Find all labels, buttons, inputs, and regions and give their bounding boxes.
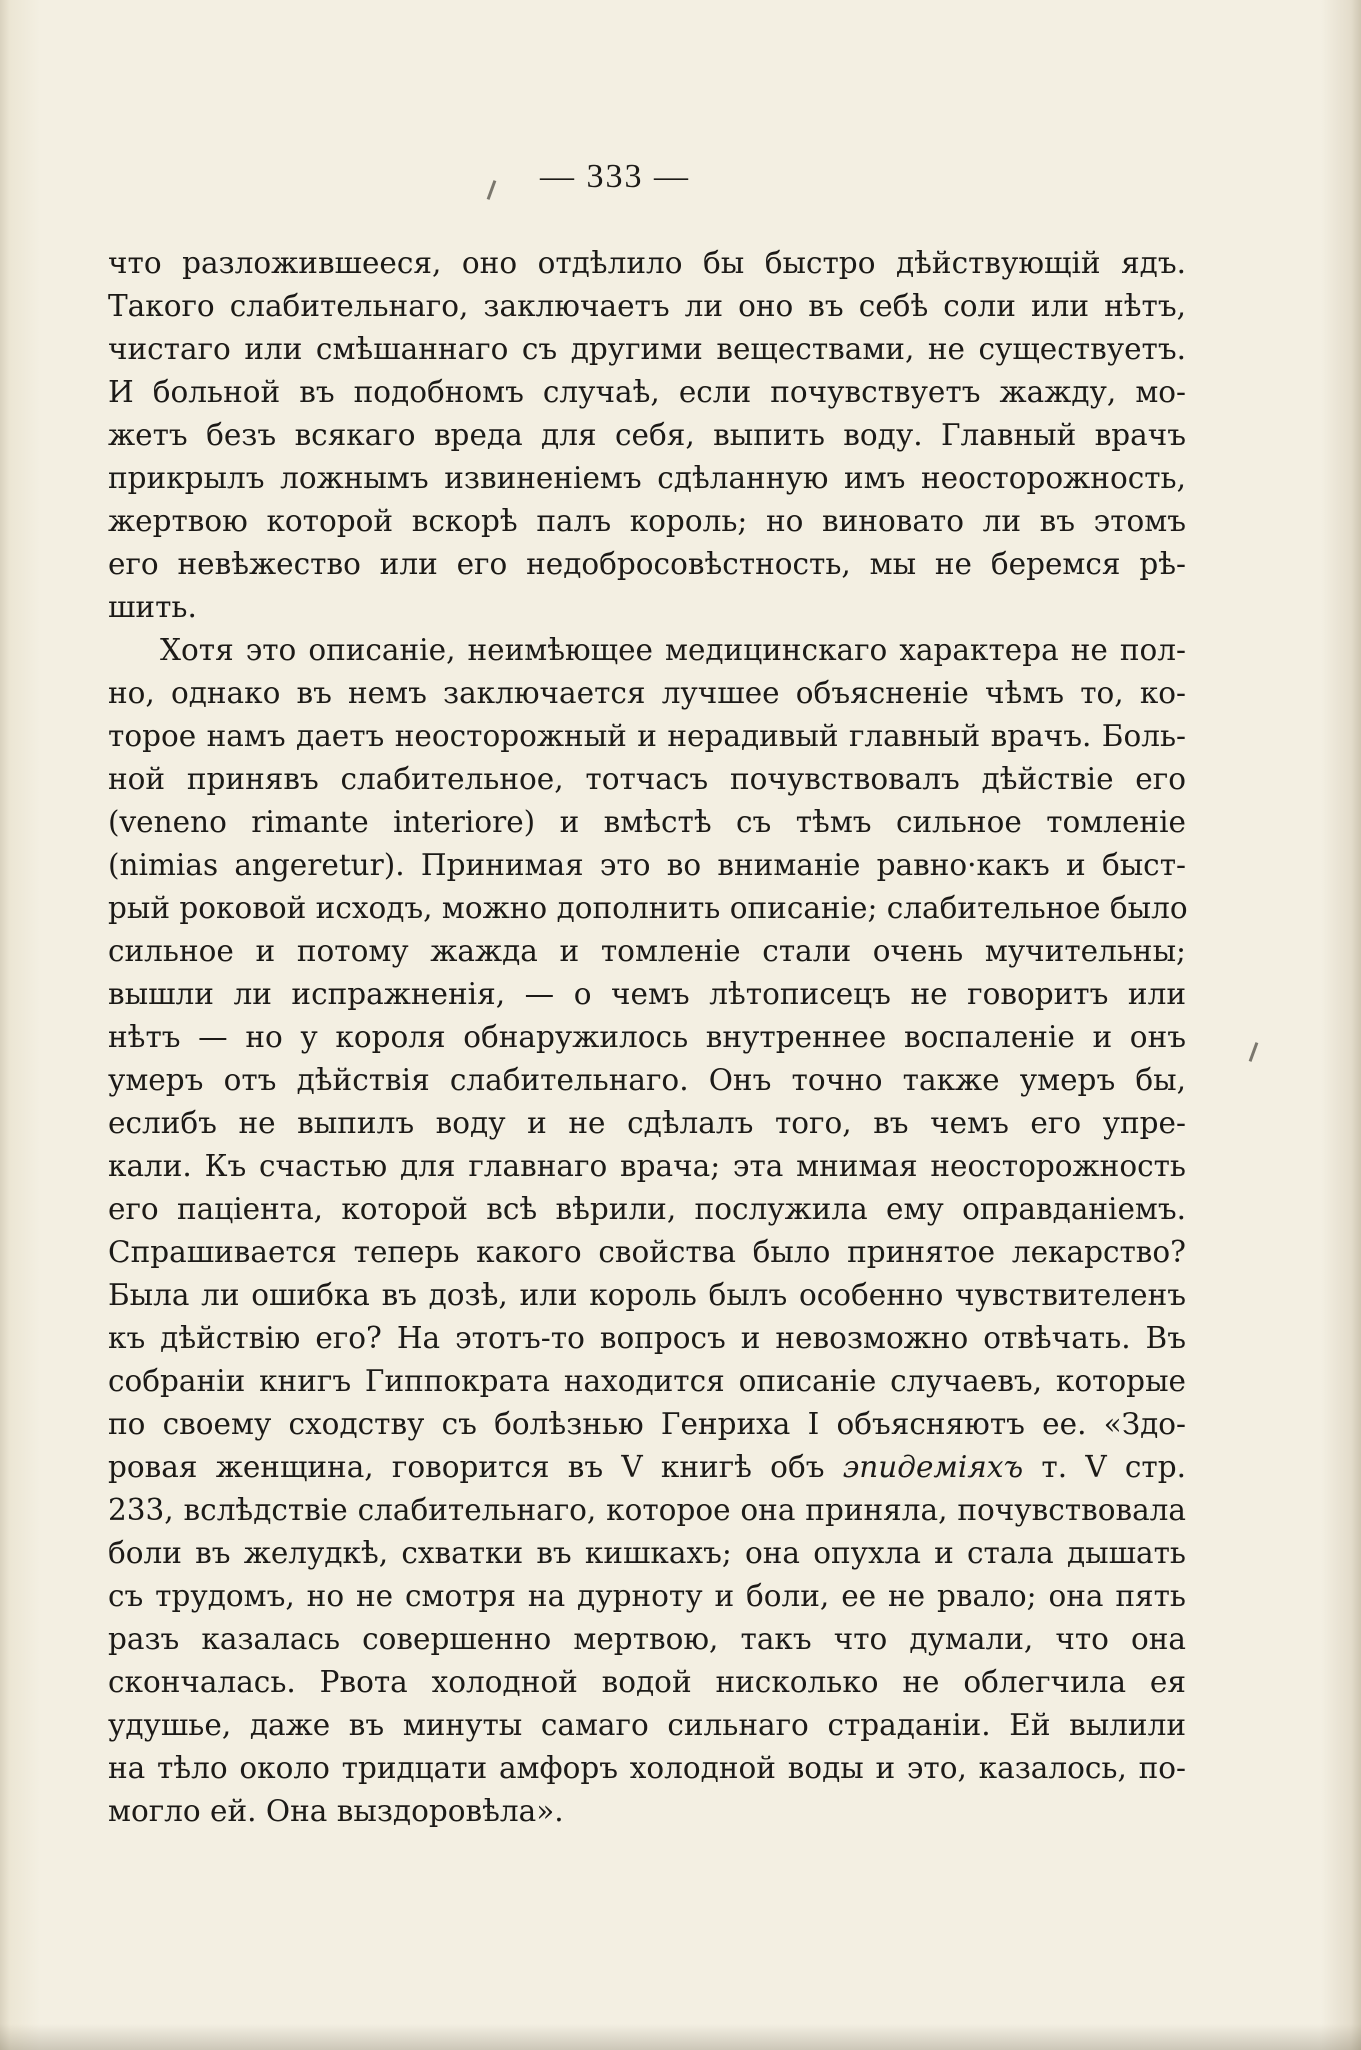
text-line: разъ казалась совершенно мертвою, такъ что думали, что она (108, 1622, 1186, 1656)
text-line: кали. Къ счастью для главнаго врача; эта мнимая неосторожность (108, 1149, 1186, 1183)
text-line: И больной въ подобномъ случаѣ, если почувствуетъ жажду, мо- (108, 375, 1186, 409)
text-line: къ дѣйствію его? На этотъ-то вопросъ и невозможно отвѣчать. Въ (108, 1321, 1186, 1355)
text-line: собраніи книгъ Гиппократа находится описаніе случаевъ, которые (108, 1364, 1186, 1398)
text-line: 233, вслѣдствіе слабительнаго, которое она приняла, почувствовала (108, 1493, 1186, 1527)
text-segment: ровая женщина, говорится въ V книгѣ объ (108, 1450, 843, 1484)
text-line: боли въ желудкѣ, схватки въ кишкахъ; она опухла и стала дышать (108, 1536, 1186, 1570)
text-line: Была ли ошибка въ дозѣ, или король былъ особенно чувствителенъ (108, 1278, 1186, 1312)
text-line: на тѣло около тридцати амфоръ холодной воды и это, казалось, по- (108, 1751, 1186, 1785)
text-line: Спрашивается теперь какого свойства было принятое лекарство? (108, 1235, 1186, 1269)
text-line: съ трудомъ, но не смотря на дурноту и боли, ее не рвало; она пять (108, 1579, 1186, 1613)
text-line: что разложившееся, оно отдѣлило бы быстро дѣйствующій ядъ. (108, 246, 1186, 280)
text-line: вышли ли испражненія, — о чемъ лѣтописецъ не говоритъ или (108, 977, 1186, 1011)
text-line: жертвою которой вскорѣ палъ король; но виновато ли въ этомъ (108, 504, 1186, 538)
text-line: сильное и потому жажда и томленіе стали очень мучительны; (108, 934, 1186, 968)
text-line: удушье, даже въ минуты самаго сильнаго страданіи. Ей вылили (108, 1708, 1186, 1742)
text-line: шить. (108, 590, 197, 624)
text-line: (veneno rimante interiore) и вмѣстѣ съ тѣмъ сильное томленіе (108, 805, 1186, 839)
text-segment: т. V стр. (1023, 1450, 1186, 1484)
text-line: еслибъ не выпилъ воду и не сдѣлалъ того, въ чемъ его упре- (108, 1106, 1186, 1140)
text-line: прикрылъ ложнымъ извиненіемъ сдѣланную имъ неосторожность, (108, 461, 1186, 495)
ink-speck (1249, 1042, 1259, 1062)
text-line: торое намъ даетъ неосторожный и нерадивый главный врачъ. Боль- (108, 719, 1186, 753)
text-line: нѣтъ — но у короля обнаружилось внутреннее воспаленіе и онъ (108, 1020, 1186, 1054)
text-line: его невѣжество или его недобросовѣстность, мы не беремся рѣ- (108, 547, 1186, 581)
text-line: скончалась. Рвота холодной водой нисколько не облегчила ея (108, 1665, 1186, 1699)
text-line: его паціента, которой всѣ вѣрили, послужила ему оправданіемъ. (108, 1192, 1186, 1226)
text-line: Такого слабительнаго, заключаетъ ли оно въ себѣ соли или нѣтъ, (108, 289, 1186, 323)
text-line: чистаго или смѣшаннаго съ другими веществами, не существуетъ. (108, 332, 1186, 366)
text-line: умеръ отъ дѣйствія слабительнаго. Онъ точно также умеръ бы, (108, 1063, 1186, 1097)
text-line: Хотя это описаніе, неимѣющее медицинскаго характера не пол- (160, 633, 1186, 667)
text-line: ной принявъ слабительное, тотчасъ почувствовалъ дѣйствіе его (108, 762, 1186, 796)
text-line: но, однако въ немъ заключается лучшее объясненіе чѣмъ то, ко- (108, 676, 1186, 710)
text-line: жетъ безъ всякаго вреда для себя, выпить воду. Главный врачъ (108, 418, 1186, 452)
text-line: по своему сходству съ болѣзнью Генриха I объясняютъ ее. «Здо- (108, 1407, 1186, 1441)
text-line: рый роковой исходъ, можно дополнить описаніе; слабительное было (108, 891, 1188, 925)
text-line: могло ей. Она выздоровѣла». (108, 1794, 564, 1828)
page-edge-shadow (0, 2024, 1361, 2050)
text-line: (nimias angeretur). Принимая это во вниманіе равно·какъ и быст- (108, 848, 1186, 882)
italic-term: эпидеміяхъ (842, 1450, 1024, 1484)
text-line-with-italic (108, 1447, 1186, 1487)
page-number: — 333 — (540, 158, 690, 195)
